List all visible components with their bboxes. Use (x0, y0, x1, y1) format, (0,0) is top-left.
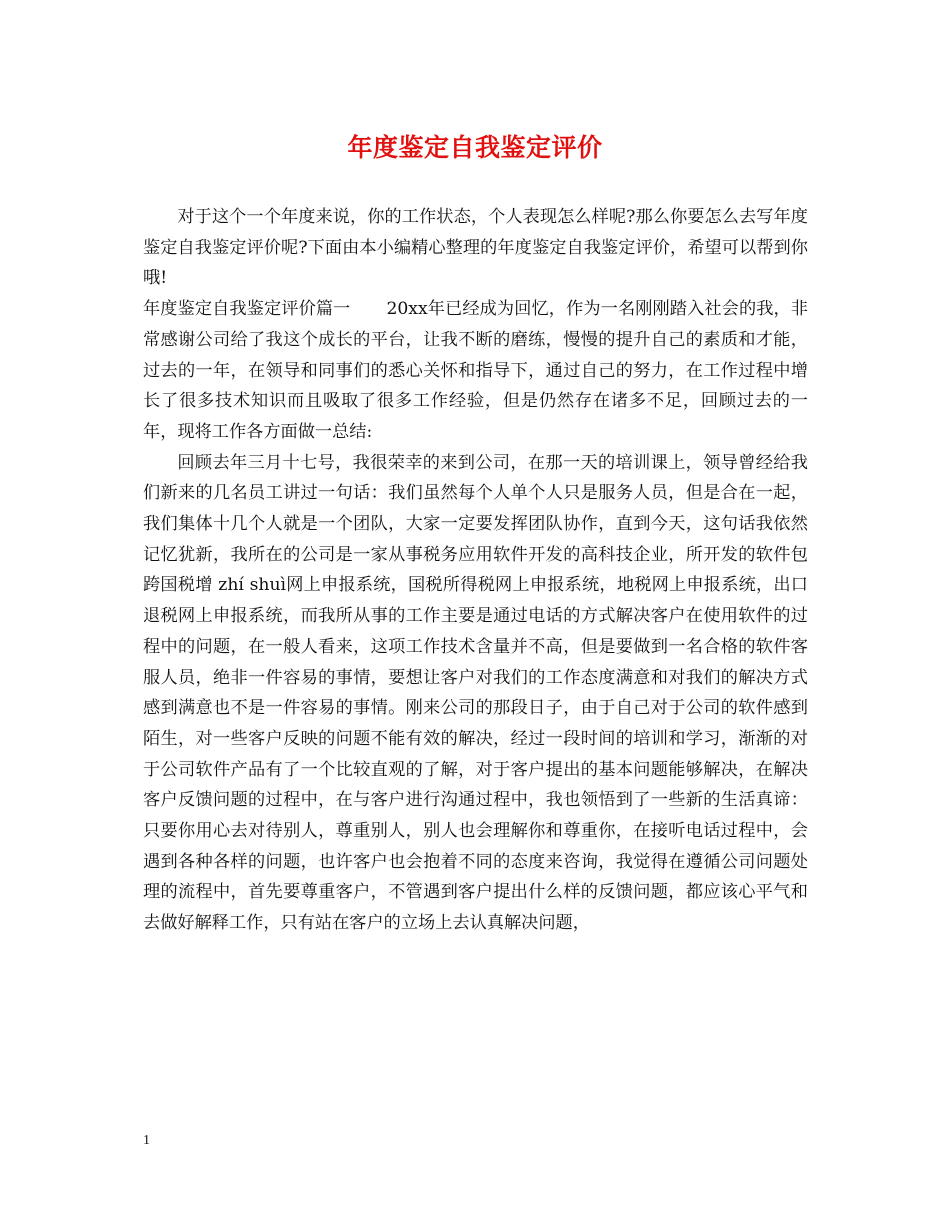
document-title: 年度鉴定自我鉴定评价 (347, 133, 603, 162)
page-number: 1 (143, 1133, 150, 1148)
intro-paragraph: 对于这个一个年度来说，你的工作状态，个人表现怎么样呢?那么你要怎么去写年度鉴定自我鉴定评价呢?下面由本小编精心整理的年度鉴定自我鉴定评价，希望可以帮到你哦! (143, 207, 808, 289)
section-paragraph (143, 294, 808, 448)
document-body (143, 202, 808, 939)
section-first-paragraph: 20xx年已经成为回忆，作为一名刚刚踏入社会的我，非常感谢公司给了我这个成长的平台，让我不断的磨练，慢慢的提升自己的素质和才能，过去的一年，在领导和同事们的悉心关怀和指导下，通过自己的努力，在工作过程中增长了很多技术知识而且吸取了很多工作经验，但是仍然存在诸多不足，回顾过去的一年，现将工作各方面做一总结: (143, 299, 808, 442)
body-paragraph: 回顾去年三月十七号，我很荣幸的来到公司，在那一天的培训课上，领导曾经给我们新来的几名员工讲过一句话：我们虽然每个人单个人只是服务人员，但是合在一起，我们集体十几个人就是一个团队，大家一定要发挥团队协作，直到今天，这句话我依然记忆犹新，我所在的公司是一家从事税务应用软件开发的高科技企业，所开发的软件包跨国税增 zhí shuì网上申报系统，国税所得税网上申报系统，地税网上申报系统，出口退税网上申报系统，而我所从事的工作主要是通过电话的方式解决客户在使用软件的过程中的问题，在一般人看来，这项工作技术含量并不高，但是要做到一名合格的软件客服人员，绝非一件容易的事情，要想让客户对我们的工作态度满意和对我们的解决方式感到满意也不是一件容易的事情。刚来公司的那段日子，由于自己对于公司的软件感到陌生，对一些客户反映的问题不能有效的解决，经过一段时间的培训和学习，渐渐的对于公司软件产品有了一个比较直观的了解，对于客户提出的基本问题能够解决，在解决客户反馈问题的过程中，在与客户进行沟通过程中，我也领悟到了一些新的生活真谛：只要你用心去对待别人，尊重别人，别人也会理解你和尊重你，在接听电话过程中，会遇到各种各样的问题，也许客户也会抱着不同的态度来咨询，我觉得在遵循公司问题处理的流程中，首先要尊重客户，不管遇到客户提出什么样的反馈问题，都应该心平气和去做好解释工作，只有站在客户的立场上去认真解决问题， (143, 452, 808, 934)
section-heading: 年度鉴定自我鉴定评价篇一 (143, 299, 351, 320)
